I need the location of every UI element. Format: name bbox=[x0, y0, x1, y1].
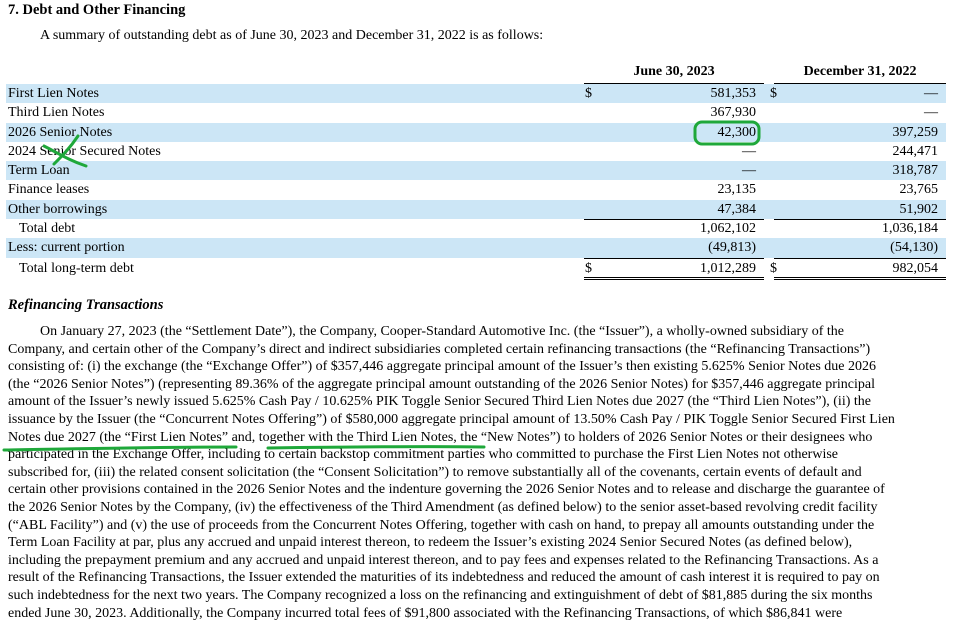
paragraph-line: issuance by the Issuer (the “Concurrent Notes Offering”) of $580,000 aggregate principal amount of 13.50% Cash Pay / PIK Toggle Senior Secured First Lien bbox=[8, 411, 895, 427]
paragraph-line: amount of the Issuer’s newly issued 5.625% Cash Pay / 10.625% PIK Toggle Senior Secured Third Lien Notes due 2027 (the “Third Lien Notes”), (ii) the bbox=[8, 394, 871, 410]
debt-table bbox=[6, 64, 946, 280]
table-row-term-loan bbox=[6, 161, 946, 180]
table-row-total-long-term bbox=[6, 258, 946, 280]
row-label: First Lien Notes bbox=[8, 86, 99, 101]
dollar-sign: $ bbox=[585, 86, 592, 101]
row-label: Total long-term debt bbox=[19, 260, 134, 276]
paragraph-line: Notes due 2027 (the “First Lien Notes” and, together with the Third Lien Notes, the “New Notes”) to holders of 2026 Senior Notes or their designees who bbox=[8, 429, 873, 445]
summary-text: A summary of outstanding debt as of June 30, 2023 and December 31, 2022 is as follows: bbox=[40, 28, 544, 43]
row-label: 2024 Senior Secured Notes bbox=[8, 143, 161, 159]
table-row-finance-leases bbox=[6, 180, 946, 199]
dollar-sign: $ bbox=[770, 86, 777, 101]
subheading-refinancing: Refinancing Transactions bbox=[8, 297, 164, 313]
value-june: 23,135 bbox=[717, 182, 756, 198]
row-label: Less: current portion bbox=[8, 240, 125, 256]
paragraph-line: consisting of: (i) the exchange (the “Exchange Offer”) of $357,446 aggregate principal amount of the Issuer’s then existing 5.625% Senior Notes due 2026 bbox=[8, 359, 877, 375]
table-row-total-debt bbox=[6, 219, 946, 238]
value-june: 367,930 bbox=[710, 105, 756, 121]
paragraph-line: such indebtedness for the next two years. The Company recognized a loss on the refinancing and extinguishment of debt of $81,885 during the six months bbox=[8, 587, 873, 603]
paragraph-line: including the prepayment premium and any accrued and unpaid interest thereon, and to pay fees and expenses related to the Refinancing Transactions. As a bbox=[8, 552, 879, 568]
row-label: Term Loan bbox=[8, 163, 70, 179]
col-header-dec-2022: December 31, 2022 bbox=[774, 64, 946, 84]
value-dec: (54,130) bbox=[890, 240, 938, 256]
value-dec: — bbox=[924, 86, 938, 101]
value-june: 581,353 bbox=[710, 86, 756, 101]
value-dec: 1,036,184 bbox=[882, 221, 938, 237]
table-row-other-borrowings bbox=[6, 200, 946, 219]
refinancing-paragraph bbox=[8, 323, 943, 622]
value-june: 1,012,289 bbox=[700, 260, 756, 276]
value-dec: 397,259 bbox=[892, 124, 938, 140]
paragraph-line: participated in the Exchange Offer, including to certain backstop commitment parties who committed to purchase the First Lien Notes not otherwise bbox=[8, 447, 839, 463]
paragraph-line: certain other provisions contained in the 2026 Senior Notes and the indenture governing the 2026 Senior Notes and to release and discharge the guarantee of bbox=[8, 482, 885, 498]
value-dec: — bbox=[924, 105, 938, 121]
paragraph-line: subscribed for, (iii) the related consent solicitation (the “Consent Solicitation”) to remove substantially all of the covenants, certain events of default and bbox=[8, 464, 862, 480]
value-june: (49,813) bbox=[708, 240, 756, 256]
col-header-june-2023: June 30, 2023 bbox=[584, 64, 764, 84]
dollar-sign: $ bbox=[585, 260, 592, 276]
paragraph-line: result of the Refinancing Transactions, the Issuer extended the maturities of its indebtedness and reduced the amount of cash interest it is required to pay on bbox=[8, 570, 880, 586]
value-dec: 244,471 bbox=[892, 143, 938, 159]
table-row-third-lien bbox=[6, 103, 946, 122]
row-label: Finance leases bbox=[8, 182, 90, 198]
row-label: Total debt bbox=[19, 221, 76, 237]
paragraph-line: (“ABL Facility”) and (v) the use of proceeds from the Concurrent Notes Offering, together with cash on hand, to prepay all amounts outstanding under the bbox=[8, 517, 875, 533]
value-dec: 982,054 bbox=[892, 260, 938, 276]
value-dec: 318,787 bbox=[892, 163, 938, 179]
value-june: 1,062,102 bbox=[700, 221, 756, 237]
row-label: Third Lien Notes bbox=[8, 105, 105, 121]
row-label: Other borrowings bbox=[8, 201, 108, 217]
value-june: 42,300 bbox=[717, 124, 756, 140]
row-label: 2026 Senior Notes bbox=[8, 124, 113, 140]
table-row-2024-senior-secured bbox=[6, 142, 946, 161]
value-june: — bbox=[742, 143, 756, 159]
paragraph-line: Term Loan Facility at par, plus any accrued and unpaid interest thereon, to redeem the Issuer’s existing 2024 Senior Secured Notes (as defined below), bbox=[8, 535, 853, 551]
value-dec: 51,902 bbox=[899, 201, 938, 217]
value-june: 47,384 bbox=[717, 201, 756, 217]
section-title: 7. Debt and Other Financing bbox=[8, 2, 186, 18]
value-june: — bbox=[742, 163, 756, 179]
paragraph-line: On January 27, 2023 (the “Settlement Date”), the Company, Cooper-Standard Automotive Inc. (the “Issuer”), a wholly-owned subsidiary of the bbox=[40, 324, 844, 339]
value-dec: 23,765 bbox=[899, 182, 938, 198]
table-header bbox=[6, 64, 946, 84]
table-row-first-lien bbox=[6, 84, 946, 103]
paragraph-line: ended June 30, 2023. Additionally, the Company incurred total fees of $91,800 associated with the Refinancing Transactions, of which $86,841 were bbox=[8, 605, 843, 621]
dollar-sign: $ bbox=[770, 260, 777, 276]
paragraph-line: the 2026 Senior Notes by the Company, (iv) the effectiveness of the Third Amendment (as defined below) to the senior asset-based revolving credit facility bbox=[8, 499, 878, 515]
paragraph-line: (the “2026 Senior Notes”) (representing 89.36% of the aggregate principal amount outstanding of the 2026 Senior Notes) for $357,446 aggregate principal bbox=[8, 376, 875, 392]
paragraph-line: Company, and certain other of the Company’s direct and indirect subsidiaries completed certain refinancing transactions (the “Refinancing Transactions”) bbox=[8, 341, 871, 357]
table-row-2026-senior bbox=[6, 123, 946, 142]
table-row-current-portion bbox=[6, 238, 946, 257]
